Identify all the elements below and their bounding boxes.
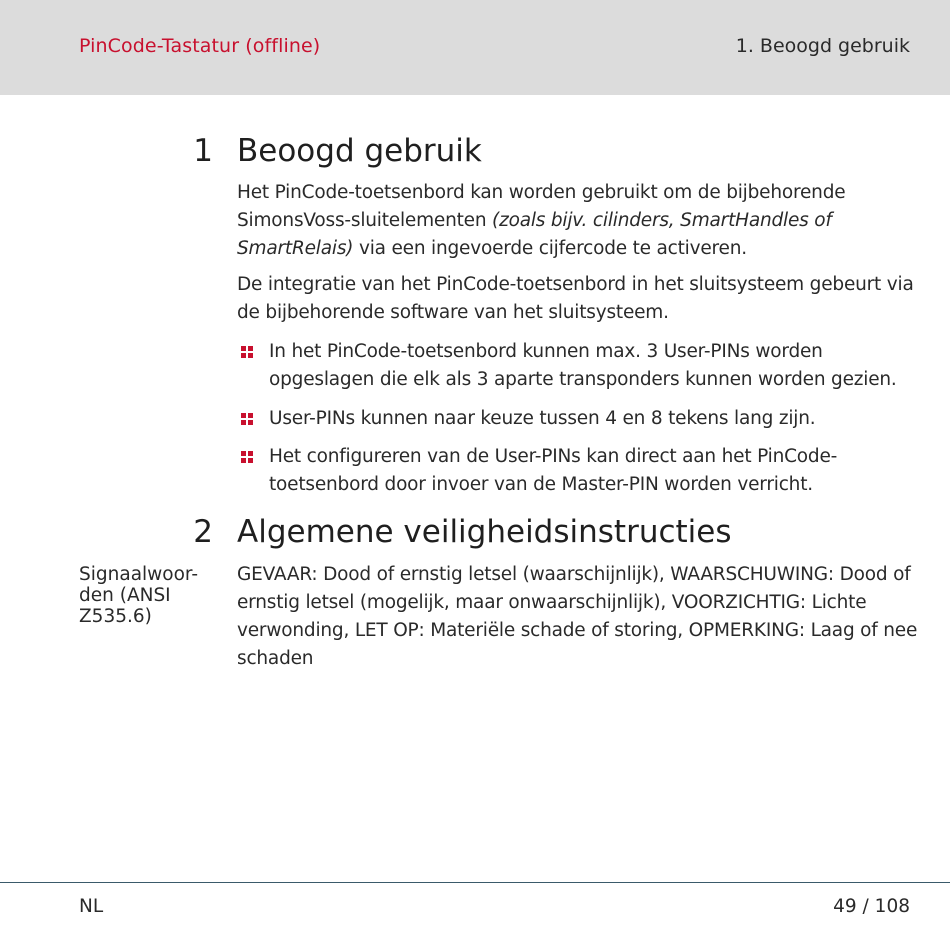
chapter-title: 1. Beoogd gebruik [735,35,910,57]
page-number: 49 / 108 [833,896,910,917]
signal-words-label: Signaalwoor-den (ANSI Z535.6) [79,564,199,627]
section-1-title: Beoogd gebruik [237,133,482,169]
footer-divider [0,882,950,883]
bullet-item-2: User-PINs kunnen naar keuze tussen 4 en 8 tekens lang zijn. [269,408,816,429]
section-1-paragraph-1: Het PinCode-toetsenbord kan worden gebruikt om de bijbehorende SimonsVoss-sluitelementen (zoals bijv. cilinders, SmartHandles of SmartRelais) via een ingevoerde cijfercode te activeren. [237,182,846,259]
section-1-number: 1 [193,133,213,169]
bullet-item-3: Het configureren van de User-PINs kan direct aan het PinCode-toetsenbord door invoer van de Master-PIN worden verricht. [269,446,838,495]
section-2-title: Algemene veiligheidsinstructies [237,514,732,550]
section-2-number: 2 [193,514,213,550]
bullet-item-1: In het PinCode-toetsenbord kunnen max. 3 User-PINs worden opgeslagen die elk als 3 aparte transponders kunnen worden gezien. [269,341,897,390]
footer-language: NL [79,896,104,917]
product-title: PinCode-Tastatur (offline) [79,35,321,57]
bullet-icon [241,413,253,425]
page-header [0,0,950,95]
bullet-icon [241,346,253,358]
bullet-icon [241,451,253,463]
signal-words-text: GEVAAR: Dood of ernstig letsel (waarschijnlijk), WAARSCHUWING: Dood of ernstig letsel (mogelijk, maar onwaarschijnlijk), VOORZICHTIG: Lichte verwonding, LET OP: Materiële schade of storing, OPMERKING: Laag of nee schaden [237,564,918,669]
section-1-paragraph-2: De integratie van het PinCode-toetsenbord in het sluitsysteem gebeurt via de bijbehorende software van het sluitsysteem. [237,274,914,323]
